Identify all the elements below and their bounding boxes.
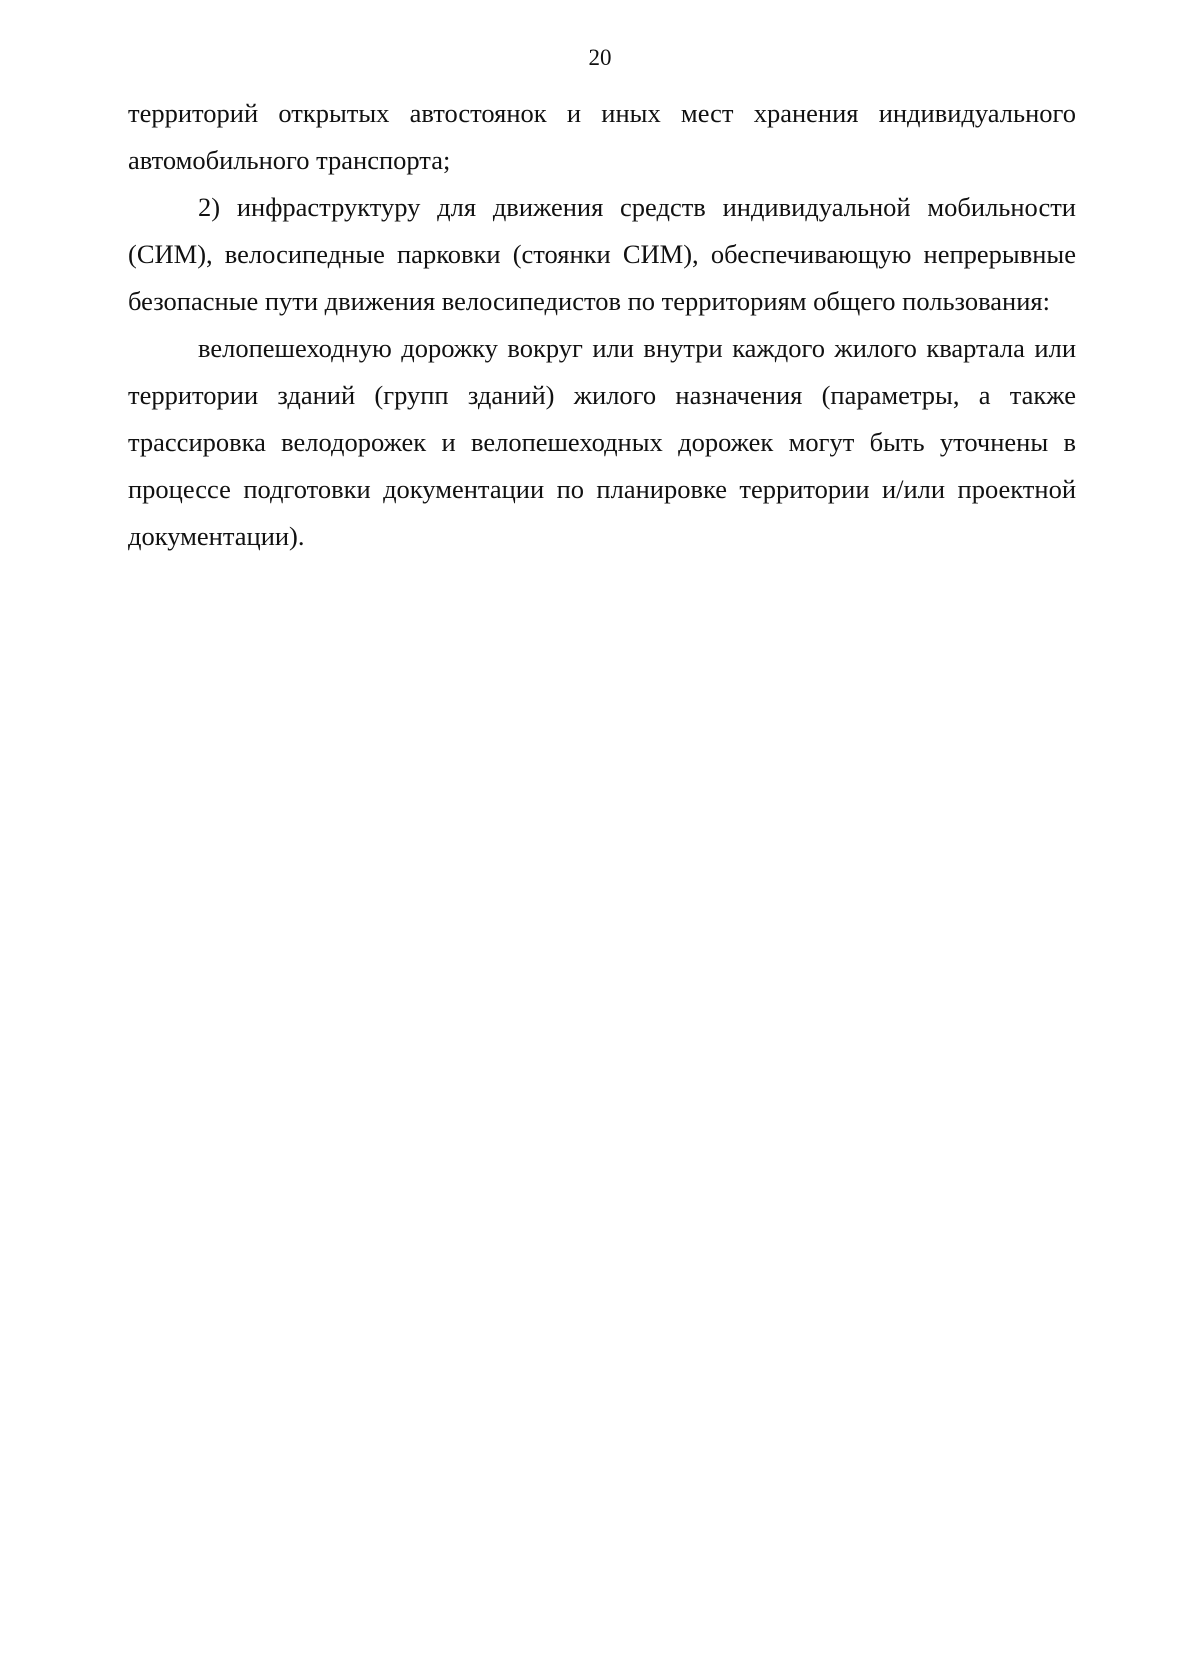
document-body <box>128 90 1076 560</box>
paragraph-item-2: 2) инфраструктуру для движения средств индивидуальной мобильности (СИМ), велосипедные парковки (стоянки СИМ), обеспечивающую непрерывные безопасные пути движения велосипедистов по территориям общего пользования: <box>128 192 1076 316</box>
paragraph-continuation: территорий открытых автостоянок и иных мест хранения индивидуального автомобильного транспорта; <box>128 98 1076 175</box>
page-number: 20 <box>588 45 612 70</box>
paragraph-bike-path: велопешеходную дорожку вокруг или внутри каждого жилого квартала или территории зданий (групп зданий) жилого назначения (параметры, а также трассировка велодорожек и велопешеходных дорожек могут быть уточнены в процессе подготовки документации по планировке территории и/или проектной документации). <box>128 333 1076 551</box>
